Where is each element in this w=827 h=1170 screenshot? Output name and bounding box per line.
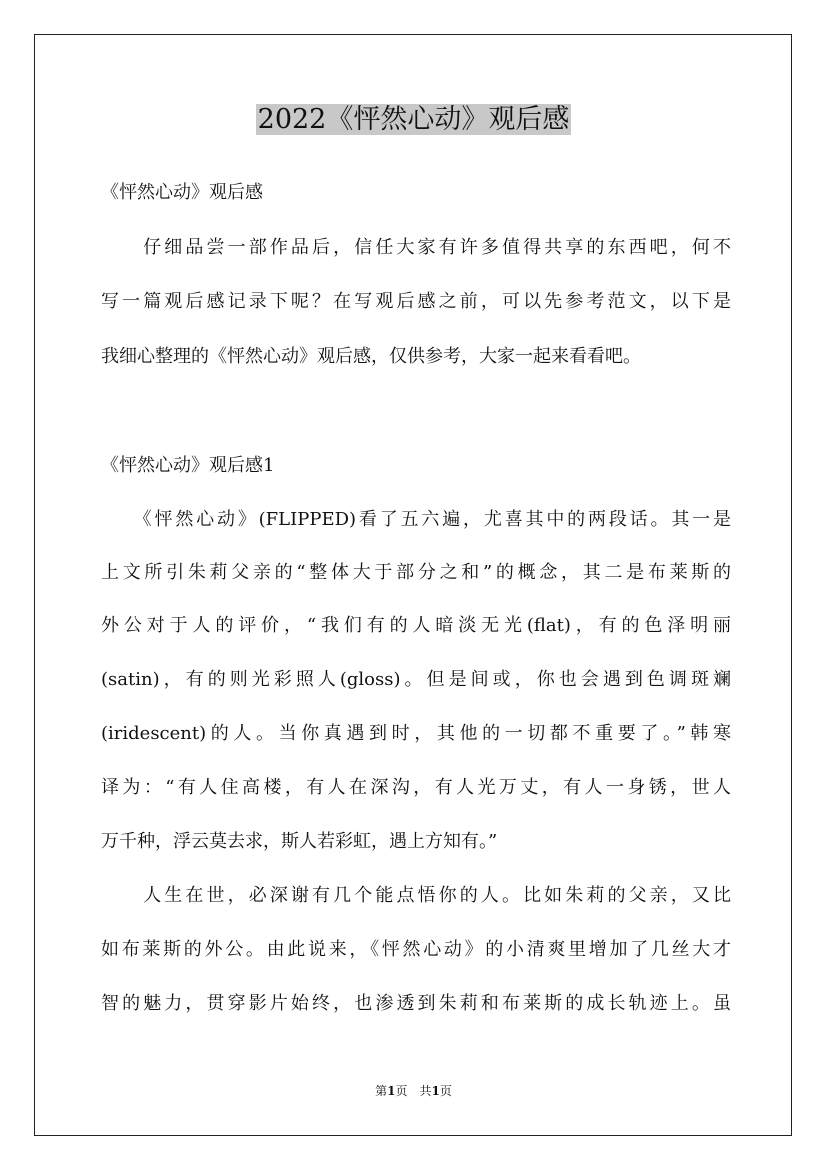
body-line-2: 上文所引朱莉父亲的“整体大于部分之和”的概念，其二是布莱斯的 — [101, 562, 731, 583]
body-line-6: 译为：“有人住高楼，有人在深沟，有人光万丈，有人一身锈，世人 — [101, 777, 731, 798]
document-title: 2022《怦然心动》观后感 — [257, 104, 570, 135]
body-line-7: 万千种，浮云莫去求，斯人若彩虹，遇上方知有。” — [101, 831, 498, 852]
body-line-10: 智的魅力，贯穿影片始终，也渗透到朱莉和布莱斯的成长轨迹上。虽 — [101, 993, 731, 1014]
footer-label-a: 第 — [375, 1084, 388, 1098]
footer-label-b: 页 共 — [395, 1084, 432, 1098]
section-heading: 《怦然心动》观后感 — [101, 182, 263, 203]
intro-line-3: 我细心整理的《怦然心动》观后感，仅供参考，大家一起来看看吧。 — [101, 346, 641, 367]
body-line-8: 人生在世，必深谢有几个能点悟你的人。比如朱莉的父亲，又比 — [101, 885, 731, 906]
body-line-4: (satin)，有的则光彩照人(gloss)。但是间或，你也会遇到色调斑斓 — [101, 669, 731, 690]
footer-label-c: 页 — [439, 1084, 452, 1098]
body-line-5: (iridescent)的人。当你真遇到时，其他的一切都不重要了。”韩寒 — [101, 723, 731, 744]
document-title-row — [0, 100, 827, 140]
page-footer — [0, 1083, 827, 1099]
body-line-9: 如布莱斯的外公。由此说来，《怦然心动》的小清爽里增加了几丝大才 — [101, 939, 731, 960]
essay-heading: 《怦然心动》观后感1 — [101, 455, 275, 476]
body-line-3: 外公对于人的评价，“我们有的人暗淡无光(flat)，有的色泽明丽 — [101, 615, 731, 636]
footer-page-total: 1 — [431, 1084, 440, 1098]
footer-page-number: 1 — [387, 1084, 396, 1098]
body-line-1: 《怦然心动》(FLIPPED)看了五六遍，尤喜其中的两段话。其一是 — [101, 509, 731, 530]
intro-line-2: 写一篇观后感记录下呢？在写观后感之前，可以先参考范文，以下是 — [101, 291, 731, 312]
intro-line-1: 仔细品尝一部作品后，信任大家有许多值得共享的东西吧，何不 — [101, 237, 731, 258]
